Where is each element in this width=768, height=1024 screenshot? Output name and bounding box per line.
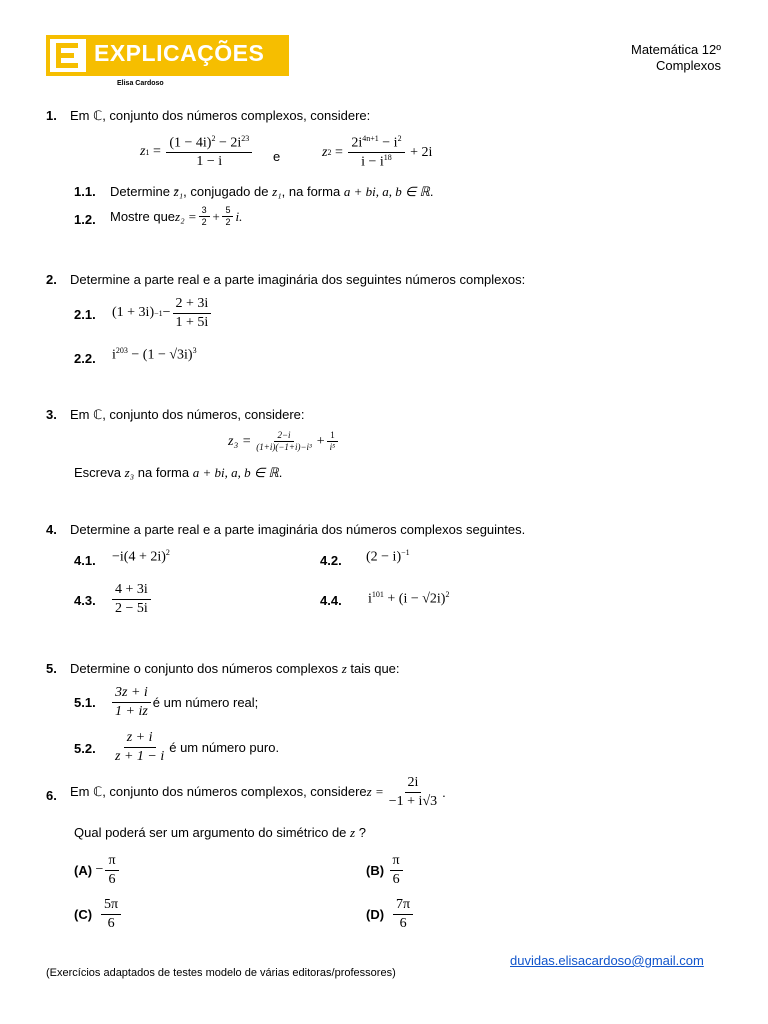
q4-4-expression: $i^{101} + (i - √2i)^2$ (368, 590, 450, 607)
q5-2-expression: $\frac{z + i}{z + 1 - i}$ é um número puro. (115, 730, 280, 764)
q4-1-expression: $-i(4 + 2i)^2$ (112, 548, 170, 565)
q1-text: Em ℂ, conjunto dos números complexos, considere: (70, 108, 371, 123)
topic-label: Complexos (655, 58, 721, 73)
footer-note: (Exercícios adaptados de testes modelo de várias editoras/professores) (46, 967, 396, 979)
q3-write-text: Escreva z₃ na forma a + bi, a, b ∈ ℝ. (74, 465, 283, 480)
q6-number: 6. (46, 788, 57, 803)
q3-z3-formula: z₃ = $\frac{2-i}{\text{(1+i)(−1+i)−i³}}$ + $\frac{1}{\text{i⁵}}$ (228, 430, 340, 454)
q4-2-expression: $(2 - i)^{-1}$ (366, 548, 410, 565)
q1-2-number: 1.2. (74, 212, 96, 227)
q4-4-number: 4.4. (320, 593, 342, 608)
q5-number: 5. (46, 661, 57, 676)
q1-z1-formula: z 1 = $\frac{(1 - 4i)^2 - 2i^{23}}{1 - i}$ (140, 134, 254, 171)
logo-title: EXPLICAÇÕES (94, 40, 265, 66)
contact-email-link[interactable]: duvidas.elisacardoso@gmail.com (510, 953, 704, 968)
q4-2-number: 4.2. (320, 553, 342, 568)
q1-and: e (273, 149, 281, 164)
q2-1-number: 2.1. (74, 307, 96, 322)
q3-number: 3. (46, 407, 57, 422)
q4-text: Determine a parte real e a parte imaginária dos números complexos seguintes. (70, 522, 526, 537)
q4-number: 4. (46, 522, 57, 537)
q5-2-number: 5.2. (74, 741, 96, 756)
subject-label: Matemática 12º (630, 42, 721, 57)
q4-1-number: 4.1. (74, 553, 96, 568)
q1-number: 1. (46, 108, 57, 123)
logo-icon (50, 39, 86, 72)
q1-z2-formula: z 2 = $\frac{2i^{4n+1} - i^2}{i - i^{18}}$ + 2i (322, 134, 433, 170)
q4-3-expression: $\frac{4 + 3i}{2 - 5i}$ (110, 581, 153, 617)
q5-1-number: 5.1. (74, 695, 96, 710)
q2-2-expression: $i^{203} - (1 - √3i)^3$ (112, 346, 197, 363)
q1-1-text: Determine z̄₁, conjugado de z₁, na forma a + bi, a, b ∈ ℝ. (110, 184, 434, 199)
q1-2-text: Mostre que z₂ = $\frac{3}{2}$ + $\frac{5}{2}$ i. (110, 205, 243, 228)
q6-text: Em ℂ, conjunto dos números complexos, considere z = $\frac{2i}{-1 + i√3}$ . (70, 775, 446, 809)
q6-option-b[interactable]: (B) $\frac{\pi}{6}$ (366, 852, 405, 888)
q2-2-number: 2.2. (74, 351, 96, 366)
q2-number: 2. (46, 272, 57, 287)
q2-text: Determine a parte real e a parte imaginária dos seguintes números complexos: (70, 272, 526, 287)
q5-text: Determine o conjunto dos números complexos z tais que: (70, 661, 400, 676)
logo-subtitle: Elisa Cardoso (117, 80, 164, 87)
q2-1-expression: (1 + 3i) −1 − $\frac{2 + 3i}{1 + 5i}$ (112, 295, 213, 331)
q4-3-number: 4.3. (74, 593, 96, 608)
q6-option-c[interactable]: (C) $\frac{5\pi}{6}$ (74, 896, 123, 932)
q6-option-a[interactable]: (A) − $\frac{\pi}{6}$ (74, 852, 121, 888)
q1-1-number: 1.1. (74, 184, 96, 199)
q5-1-expression: $\frac{3z + i}{1 + iz}$ é um número real; (110, 684, 258, 720)
q6-option-d[interactable]: (D) $\frac{7\pi}{6}$ (366, 896, 415, 932)
q3-text: Em ℂ, conjunto dos números, considere: (70, 407, 305, 422)
q6-question: Qual poderá ser um argumento do simétrico de z ? (74, 825, 366, 840)
